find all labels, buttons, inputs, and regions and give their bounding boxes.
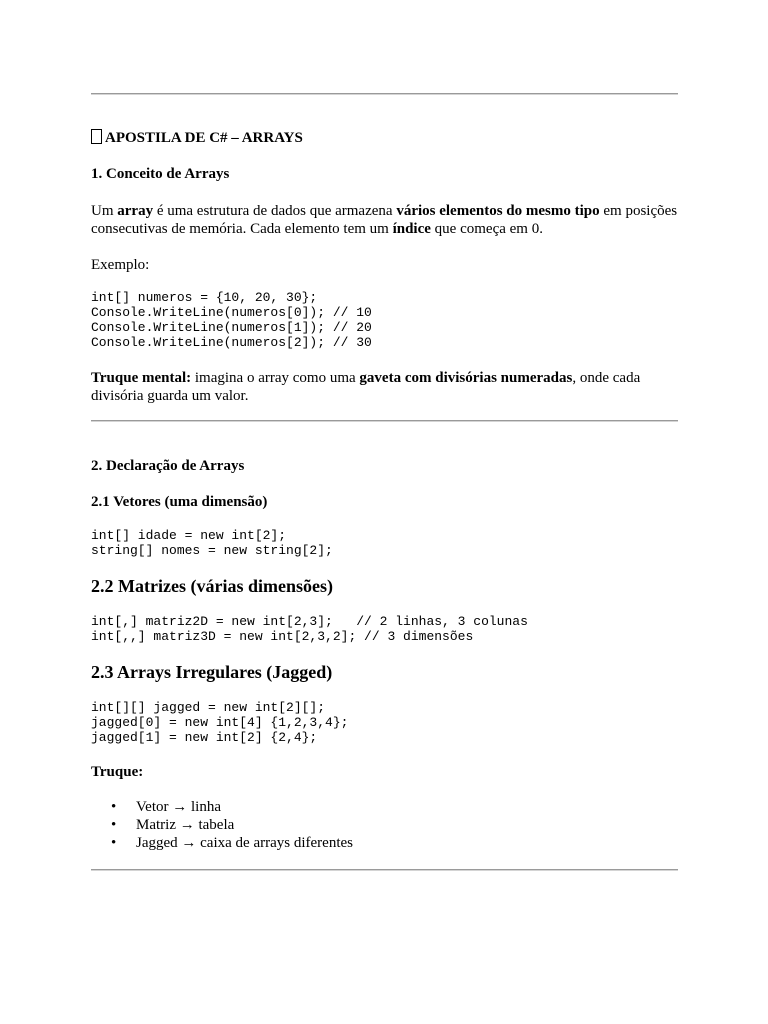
horizontal-rule-top xyxy=(91,93,678,95)
tip-label: Truque mental: xyxy=(91,370,192,386)
page-title-text: APOSTILA DE C# – ARRAYS xyxy=(105,130,303,146)
bullet-icon: • xyxy=(111,835,117,851)
list-item-text: Jagged → caixa de arrays diferentes xyxy=(136,835,353,851)
subsection-2-1-heading: 2.1 Vetores (uma dimensão) xyxy=(91,494,268,510)
code-block-jagged: int[][] jagged = new int[2][]; jagged[0] = new int[4] {1,2,3,4}; jagged[1] = new int[2] {2,4}; xyxy=(91,700,349,745)
bold-term-elements: vários elementos do mesmo tipo xyxy=(396,203,600,219)
code-block-example: int[] numeros = {10, 20, 30}; Console.WriteLine(numeros[0]); // 10 Console.WriteLine(numeros[1]); // 20 Console.WriteLine(numeros[2]); // 30 xyxy=(91,290,372,350)
code-block-vectors: int[] idade = new int[2]; string[] nomes = new string[2]; xyxy=(91,528,333,558)
text-run: em posições consecutivas de memória. Cada elemento tem um xyxy=(91,203,678,237)
text-run: , onde cada divisória guarda um valor. xyxy=(91,370,641,404)
tip-mental-paragraph xyxy=(91,369,681,405)
bold-term-index: índice xyxy=(392,221,431,237)
subsection-2-2-heading: 2.2 Matrizes (várias dimensões) xyxy=(91,576,333,596)
bold-term-array: array xyxy=(117,203,154,219)
book-icon xyxy=(91,129,102,144)
text-run: Um xyxy=(91,203,118,219)
bullet-icon: • xyxy=(111,799,117,815)
section-1-paragraph xyxy=(91,202,681,238)
section-2-heading: 2. Declaração de Arrays xyxy=(91,458,245,474)
tip-bullet-list xyxy=(91,798,353,852)
list-item xyxy=(91,816,353,834)
list-item xyxy=(91,798,353,816)
list-item-text: Vetor → linha xyxy=(136,799,221,815)
horizontal-rule-middle xyxy=(91,420,678,422)
subsection-2-3-heading: 2.3 Arrays Irregulares (Jagged) xyxy=(91,662,333,682)
list-item-text: Matriz → tabela xyxy=(136,817,235,833)
code-block-matrices: int[,] matriz2D = new int[2,3]; // 2 linhas, 3 colunas int[,,] matriz3D = new int[2,3,2]; // 3 dimensões xyxy=(91,614,528,644)
list-item xyxy=(91,834,353,852)
horizontal-rule-bottom xyxy=(91,869,678,871)
text-run: é uma estrutura de dados que armazena xyxy=(153,203,397,219)
page-title xyxy=(91,129,303,147)
example-label: Exemplo: xyxy=(91,257,150,273)
bullet-icon: • xyxy=(111,817,117,833)
bold-term-drawer: gaveta com divisórias numeradas xyxy=(359,370,573,386)
section-1-heading: 1. Conceito de Arrays xyxy=(91,166,230,182)
text-run: que começa em 0. xyxy=(430,221,543,237)
tip-label-2: Truque: xyxy=(91,764,144,780)
text-run: imagina o array como uma xyxy=(191,370,360,386)
